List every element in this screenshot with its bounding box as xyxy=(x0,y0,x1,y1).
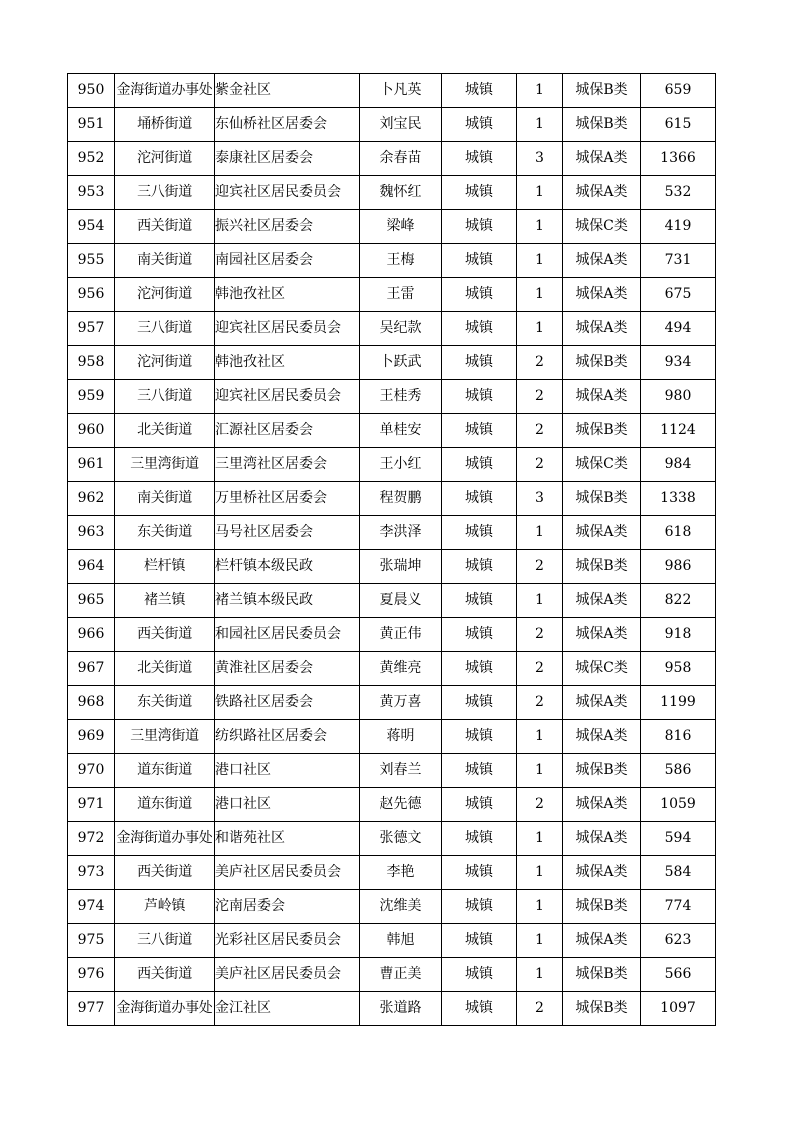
amount-cell: 731 xyxy=(641,244,716,278)
person-name-cell: 赵先德 xyxy=(360,788,442,822)
table-body xyxy=(68,74,716,1026)
category-cell: 城保A类 xyxy=(563,244,641,278)
member-count-cell: 1 xyxy=(517,312,563,346)
table-row xyxy=(68,856,716,890)
household-type-cell: 城镇 xyxy=(442,346,517,380)
household-type-cell: 城镇 xyxy=(442,448,517,482)
community-cell: 港口社区 xyxy=(215,788,360,822)
row-number-cell: 965 xyxy=(68,584,115,618)
person-name-cell: 黄正伟 xyxy=(360,618,442,652)
household-type-cell: 城镇 xyxy=(442,890,517,924)
category-cell: 城保A类 xyxy=(563,380,641,414)
household-type-cell: 城镇 xyxy=(442,958,517,992)
person-name-cell: 吴纪款 xyxy=(360,312,442,346)
member-count-cell: 1 xyxy=(517,278,563,312)
person-name-cell: 曹正美 xyxy=(360,958,442,992)
street-cell: 三八街道 xyxy=(115,312,215,346)
member-count-cell: 1 xyxy=(517,210,563,244)
household-type-cell: 城镇 xyxy=(442,312,517,346)
amount-cell: 958 xyxy=(641,652,716,686)
table-row xyxy=(68,414,716,448)
household-type-cell: 城镇 xyxy=(442,652,517,686)
amount-cell: 1338 xyxy=(641,482,716,516)
member-count-cell: 2 xyxy=(517,686,563,720)
row-number-cell: 951 xyxy=(68,108,115,142)
category-cell: 城保A类 xyxy=(563,312,641,346)
person-name-cell: 梁峰 xyxy=(360,210,442,244)
row-number-cell: 952 xyxy=(68,142,115,176)
row-number-cell: 972 xyxy=(68,822,115,856)
table-row xyxy=(68,720,716,754)
person-name-cell: 李艳 xyxy=(360,856,442,890)
row-number-cell: 959 xyxy=(68,380,115,414)
table-row xyxy=(68,652,716,686)
table-row xyxy=(68,312,716,346)
street-cell: 沱河街道 xyxy=(115,142,215,176)
person-name-cell: 余春苗 xyxy=(360,142,442,176)
household-type-cell: 城镇 xyxy=(442,278,517,312)
household-type-cell: 城镇 xyxy=(442,618,517,652)
member-count-cell: 1 xyxy=(517,176,563,210)
table-row xyxy=(68,244,716,278)
member-count-cell: 1 xyxy=(517,584,563,618)
household-type-cell: 城镇 xyxy=(442,550,517,584)
community-cell: 韩池孜社区 xyxy=(215,346,360,380)
household-type-cell: 城镇 xyxy=(442,210,517,244)
amount-cell: 986 xyxy=(641,550,716,584)
street-cell: 北关街道 xyxy=(115,414,215,448)
member-count-cell: 1 xyxy=(517,958,563,992)
table-row xyxy=(68,822,716,856)
category-cell: 城保B类 xyxy=(563,754,641,788)
person-name-cell: 程贺鹏 xyxy=(360,482,442,516)
member-count-cell: 2 xyxy=(517,618,563,652)
amount-cell: 934 xyxy=(641,346,716,380)
community-cell: 迎宾社区居民委员会 xyxy=(215,176,360,210)
community-cell: 纺织路社区居委会 xyxy=(215,720,360,754)
amount-cell: 1199 xyxy=(641,686,716,720)
row-number-cell: 964 xyxy=(68,550,115,584)
community-cell: 光彩社区居民委员会 xyxy=(215,924,360,958)
household-type-cell: 城镇 xyxy=(442,754,517,788)
row-number-cell: 969 xyxy=(68,720,115,754)
category-cell: 城保B类 xyxy=(563,346,641,380)
amount-cell: 1124 xyxy=(641,414,716,448)
category-cell: 城保A类 xyxy=(563,278,641,312)
amount-cell: 586 xyxy=(641,754,716,788)
community-cell: 马号社区居委会 xyxy=(215,516,360,550)
member-count-cell: 1 xyxy=(517,244,563,278)
amount-cell: 419 xyxy=(641,210,716,244)
household-type-cell: 城镇 xyxy=(442,142,517,176)
street-cell: 西关街道 xyxy=(115,958,215,992)
household-type-cell: 城镇 xyxy=(442,516,517,550)
community-cell: 褚兰镇本级民政 xyxy=(215,584,360,618)
household-type-cell: 城镇 xyxy=(442,584,517,618)
household-type-cell: 城镇 xyxy=(442,244,517,278)
person-name-cell: 单桂安 xyxy=(360,414,442,448)
street-cell: 金海街道办事处 xyxy=(115,992,215,1026)
community-cell: 美庐社区居民委员会 xyxy=(215,856,360,890)
street-cell: 沱河街道 xyxy=(115,278,215,312)
category-cell: 城保A类 xyxy=(563,618,641,652)
category-cell: 城保A类 xyxy=(563,142,641,176)
person-name-cell: 张瑞坤 xyxy=(360,550,442,584)
row-number-cell: 954 xyxy=(68,210,115,244)
amount-cell: 532 xyxy=(641,176,716,210)
table-row xyxy=(68,448,716,482)
member-count-cell: 1 xyxy=(517,108,563,142)
row-number-cell: 966 xyxy=(68,618,115,652)
table-row xyxy=(68,686,716,720)
person-name-cell: 李洪泽 xyxy=(360,516,442,550)
category-cell: 城保B类 xyxy=(563,550,641,584)
row-number-cell: 956 xyxy=(68,278,115,312)
household-type-cell: 城镇 xyxy=(442,856,517,890)
person-name-cell: 王小红 xyxy=(360,448,442,482)
row-number-cell: 973 xyxy=(68,856,115,890)
amount-cell: 594 xyxy=(641,822,716,856)
household-type-cell: 城镇 xyxy=(442,176,517,210)
amount-cell: 566 xyxy=(641,958,716,992)
community-cell: 南园社区居委会 xyxy=(215,244,360,278)
amount-cell: 984 xyxy=(641,448,716,482)
amount-cell: 816 xyxy=(641,720,716,754)
row-number-cell: 967 xyxy=(68,652,115,686)
amount-cell: 1366 xyxy=(641,142,716,176)
community-cell: 迎宾社区居民委员会 xyxy=(215,380,360,414)
person-name-cell: 沈维美 xyxy=(360,890,442,924)
row-number-cell: 950 xyxy=(68,74,115,108)
community-cell: 汇源社区居委会 xyxy=(215,414,360,448)
household-type-cell: 城镇 xyxy=(442,992,517,1026)
row-number-cell: 957 xyxy=(68,312,115,346)
member-count-cell: 1 xyxy=(517,74,563,108)
person-name-cell: 王梅 xyxy=(360,244,442,278)
member-count-cell: 2 xyxy=(517,652,563,686)
street-cell: 道东街道 xyxy=(115,788,215,822)
member-count-cell: 2 xyxy=(517,380,563,414)
community-cell: 振兴社区居委会 xyxy=(215,210,360,244)
person-name-cell: 黄维亮 xyxy=(360,652,442,686)
household-type-cell: 城镇 xyxy=(442,380,517,414)
street-cell: 三八街道 xyxy=(115,924,215,958)
table-row xyxy=(68,210,716,244)
person-name-cell: 王雷 xyxy=(360,278,442,312)
street-cell: 南关街道 xyxy=(115,244,215,278)
table-row xyxy=(68,142,716,176)
category-cell: 城保A类 xyxy=(563,788,641,822)
street-cell: 南关街道 xyxy=(115,482,215,516)
category-cell: 城保B类 xyxy=(563,890,641,924)
table-row xyxy=(68,278,716,312)
street-cell: 埇桥街道 xyxy=(115,108,215,142)
table-row xyxy=(68,754,716,788)
member-count-cell: 2 xyxy=(517,788,563,822)
table-row xyxy=(68,74,716,108)
amount-cell: 1097 xyxy=(641,992,716,1026)
amount-cell: 618 xyxy=(641,516,716,550)
household-type-cell: 城镇 xyxy=(442,788,517,822)
street-cell: 金海街道办事处 xyxy=(115,822,215,856)
street-cell: 三八街道 xyxy=(115,380,215,414)
row-number-cell: 975 xyxy=(68,924,115,958)
person-name-cell: 张道路 xyxy=(360,992,442,1026)
row-number-cell: 970 xyxy=(68,754,115,788)
community-cell: 和园社区居民委员会 xyxy=(215,618,360,652)
row-number-cell: 958 xyxy=(68,346,115,380)
street-cell: 褚兰镇 xyxy=(115,584,215,618)
row-number-cell: 960 xyxy=(68,414,115,448)
member-count-cell: 2 xyxy=(517,448,563,482)
community-cell: 栏杆镇本级民政 xyxy=(215,550,360,584)
community-cell: 泰康社区居委会 xyxy=(215,142,360,176)
member-count-cell: 1 xyxy=(517,822,563,856)
row-number-cell: 963 xyxy=(68,516,115,550)
amount-cell: 1059 xyxy=(641,788,716,822)
person-name-cell: 蒋明 xyxy=(360,720,442,754)
records-table xyxy=(67,73,716,1026)
street-cell: 西关街道 xyxy=(115,618,215,652)
street-cell: 西关街道 xyxy=(115,210,215,244)
table-row xyxy=(68,346,716,380)
household-type-cell: 城镇 xyxy=(442,720,517,754)
row-number-cell: 968 xyxy=(68,686,115,720)
category-cell: 城保C类 xyxy=(563,652,641,686)
community-cell: 三里湾社区居委会 xyxy=(215,448,360,482)
table-row xyxy=(68,924,716,958)
row-number-cell: 961 xyxy=(68,448,115,482)
category-cell: 城保A类 xyxy=(563,516,641,550)
table-row xyxy=(68,890,716,924)
household-type-cell: 城镇 xyxy=(442,686,517,720)
row-number-cell: 977 xyxy=(68,992,115,1026)
row-number-cell: 974 xyxy=(68,890,115,924)
amount-cell: 584 xyxy=(641,856,716,890)
category-cell: 城保C类 xyxy=(563,210,641,244)
row-number-cell: 971 xyxy=(68,788,115,822)
member-count-cell: 2 xyxy=(517,346,563,380)
street-cell: 金海街道办事处 xyxy=(115,74,215,108)
row-number-cell: 955 xyxy=(68,244,115,278)
community-cell: 黄淮社区居委会 xyxy=(215,652,360,686)
category-cell: 城保B类 xyxy=(563,482,641,516)
row-number-cell: 962 xyxy=(68,482,115,516)
person-name-cell: 魏怀红 xyxy=(360,176,442,210)
amount-cell: 918 xyxy=(641,618,716,652)
member-count-cell: 1 xyxy=(517,856,563,890)
table-row xyxy=(68,618,716,652)
category-cell: 城保A类 xyxy=(563,856,641,890)
street-cell: 东关街道 xyxy=(115,516,215,550)
member-count-cell: 3 xyxy=(517,142,563,176)
amount-cell: 774 xyxy=(641,890,716,924)
table-row xyxy=(68,516,716,550)
street-cell: 三里湾街道 xyxy=(115,720,215,754)
category-cell: 城保B类 xyxy=(563,958,641,992)
street-cell: 三八街道 xyxy=(115,176,215,210)
community-cell: 金江社区 xyxy=(215,992,360,1026)
community-cell: 万里桥社区居委会 xyxy=(215,482,360,516)
person-name-cell: 卜凡英 xyxy=(360,74,442,108)
community-cell: 沱南居委会 xyxy=(215,890,360,924)
community-cell: 铁路社区居委会 xyxy=(215,686,360,720)
member-count-cell: 2 xyxy=(517,550,563,584)
member-count-cell: 1 xyxy=(517,754,563,788)
person-name-cell: 王桂秀 xyxy=(360,380,442,414)
person-name-cell: 刘宝民 xyxy=(360,108,442,142)
community-cell: 紫金社区 xyxy=(215,74,360,108)
street-cell: 东关街道 xyxy=(115,686,215,720)
person-name-cell: 韩旭 xyxy=(360,924,442,958)
row-number-cell: 953 xyxy=(68,176,115,210)
member-count-cell: 1 xyxy=(517,516,563,550)
amount-cell: 494 xyxy=(641,312,716,346)
member-count-cell: 1 xyxy=(517,890,563,924)
household-type-cell: 城镇 xyxy=(442,822,517,856)
table-row xyxy=(68,992,716,1026)
community-cell: 韩池孜社区 xyxy=(215,278,360,312)
category-cell: 城保A类 xyxy=(563,822,641,856)
table-row xyxy=(68,380,716,414)
category-cell: 城保A类 xyxy=(563,176,641,210)
street-cell: 西关街道 xyxy=(115,856,215,890)
member-count-cell: 1 xyxy=(517,924,563,958)
street-cell: 芦岭镇 xyxy=(115,890,215,924)
category-cell: 城保B类 xyxy=(563,414,641,448)
category-cell: 城保A类 xyxy=(563,720,641,754)
person-name-cell: 黄万喜 xyxy=(360,686,442,720)
row-number-cell: 976 xyxy=(68,958,115,992)
table-row xyxy=(68,176,716,210)
community-cell: 美庐社区居民委员会 xyxy=(215,958,360,992)
community-cell: 和谐苑社区 xyxy=(215,822,360,856)
amount-cell: 822 xyxy=(641,584,716,618)
amount-cell: 623 xyxy=(641,924,716,958)
category-cell: 城保A类 xyxy=(563,584,641,618)
household-type-cell: 城镇 xyxy=(442,414,517,448)
amount-cell: 615 xyxy=(641,108,716,142)
member-count-cell: 1 xyxy=(517,720,563,754)
community-cell: 东仙桥社区居委会 xyxy=(215,108,360,142)
community-cell: 港口社区 xyxy=(215,754,360,788)
street-cell: 三里湾街道 xyxy=(115,448,215,482)
household-type-cell: 城镇 xyxy=(442,924,517,958)
amount-cell: 659 xyxy=(641,74,716,108)
category-cell: 城保C类 xyxy=(563,448,641,482)
amount-cell: 675 xyxy=(641,278,716,312)
household-type-cell: 城镇 xyxy=(442,108,517,142)
member-count-cell: 2 xyxy=(517,414,563,448)
table-row xyxy=(68,482,716,516)
street-cell: 道东街道 xyxy=(115,754,215,788)
street-cell: 沱河街道 xyxy=(115,346,215,380)
community-cell: 迎宾社区居民委员会 xyxy=(215,312,360,346)
table-row xyxy=(68,584,716,618)
person-name-cell: 张德文 xyxy=(360,822,442,856)
street-cell: 栏杆镇 xyxy=(115,550,215,584)
household-type-cell: 城镇 xyxy=(442,74,517,108)
person-name-cell: 夏晨义 xyxy=(360,584,442,618)
category-cell: 城保A类 xyxy=(563,686,641,720)
category-cell: 城保B类 xyxy=(563,74,641,108)
amount-cell: 980 xyxy=(641,380,716,414)
person-name-cell: 卜跃武 xyxy=(360,346,442,380)
category-cell: 城保B类 xyxy=(563,992,641,1026)
category-cell: 城保A类 xyxy=(563,924,641,958)
member-count-cell: 2 xyxy=(517,992,563,1026)
member-count-cell: 3 xyxy=(517,482,563,516)
category-cell: 城保B类 xyxy=(563,108,641,142)
household-type-cell: 城镇 xyxy=(442,482,517,516)
table-row xyxy=(68,788,716,822)
person-name-cell: 刘春兰 xyxy=(360,754,442,788)
street-cell: 北关街道 xyxy=(115,652,215,686)
table-row xyxy=(68,550,716,584)
table-row xyxy=(68,108,716,142)
table-row xyxy=(68,958,716,992)
